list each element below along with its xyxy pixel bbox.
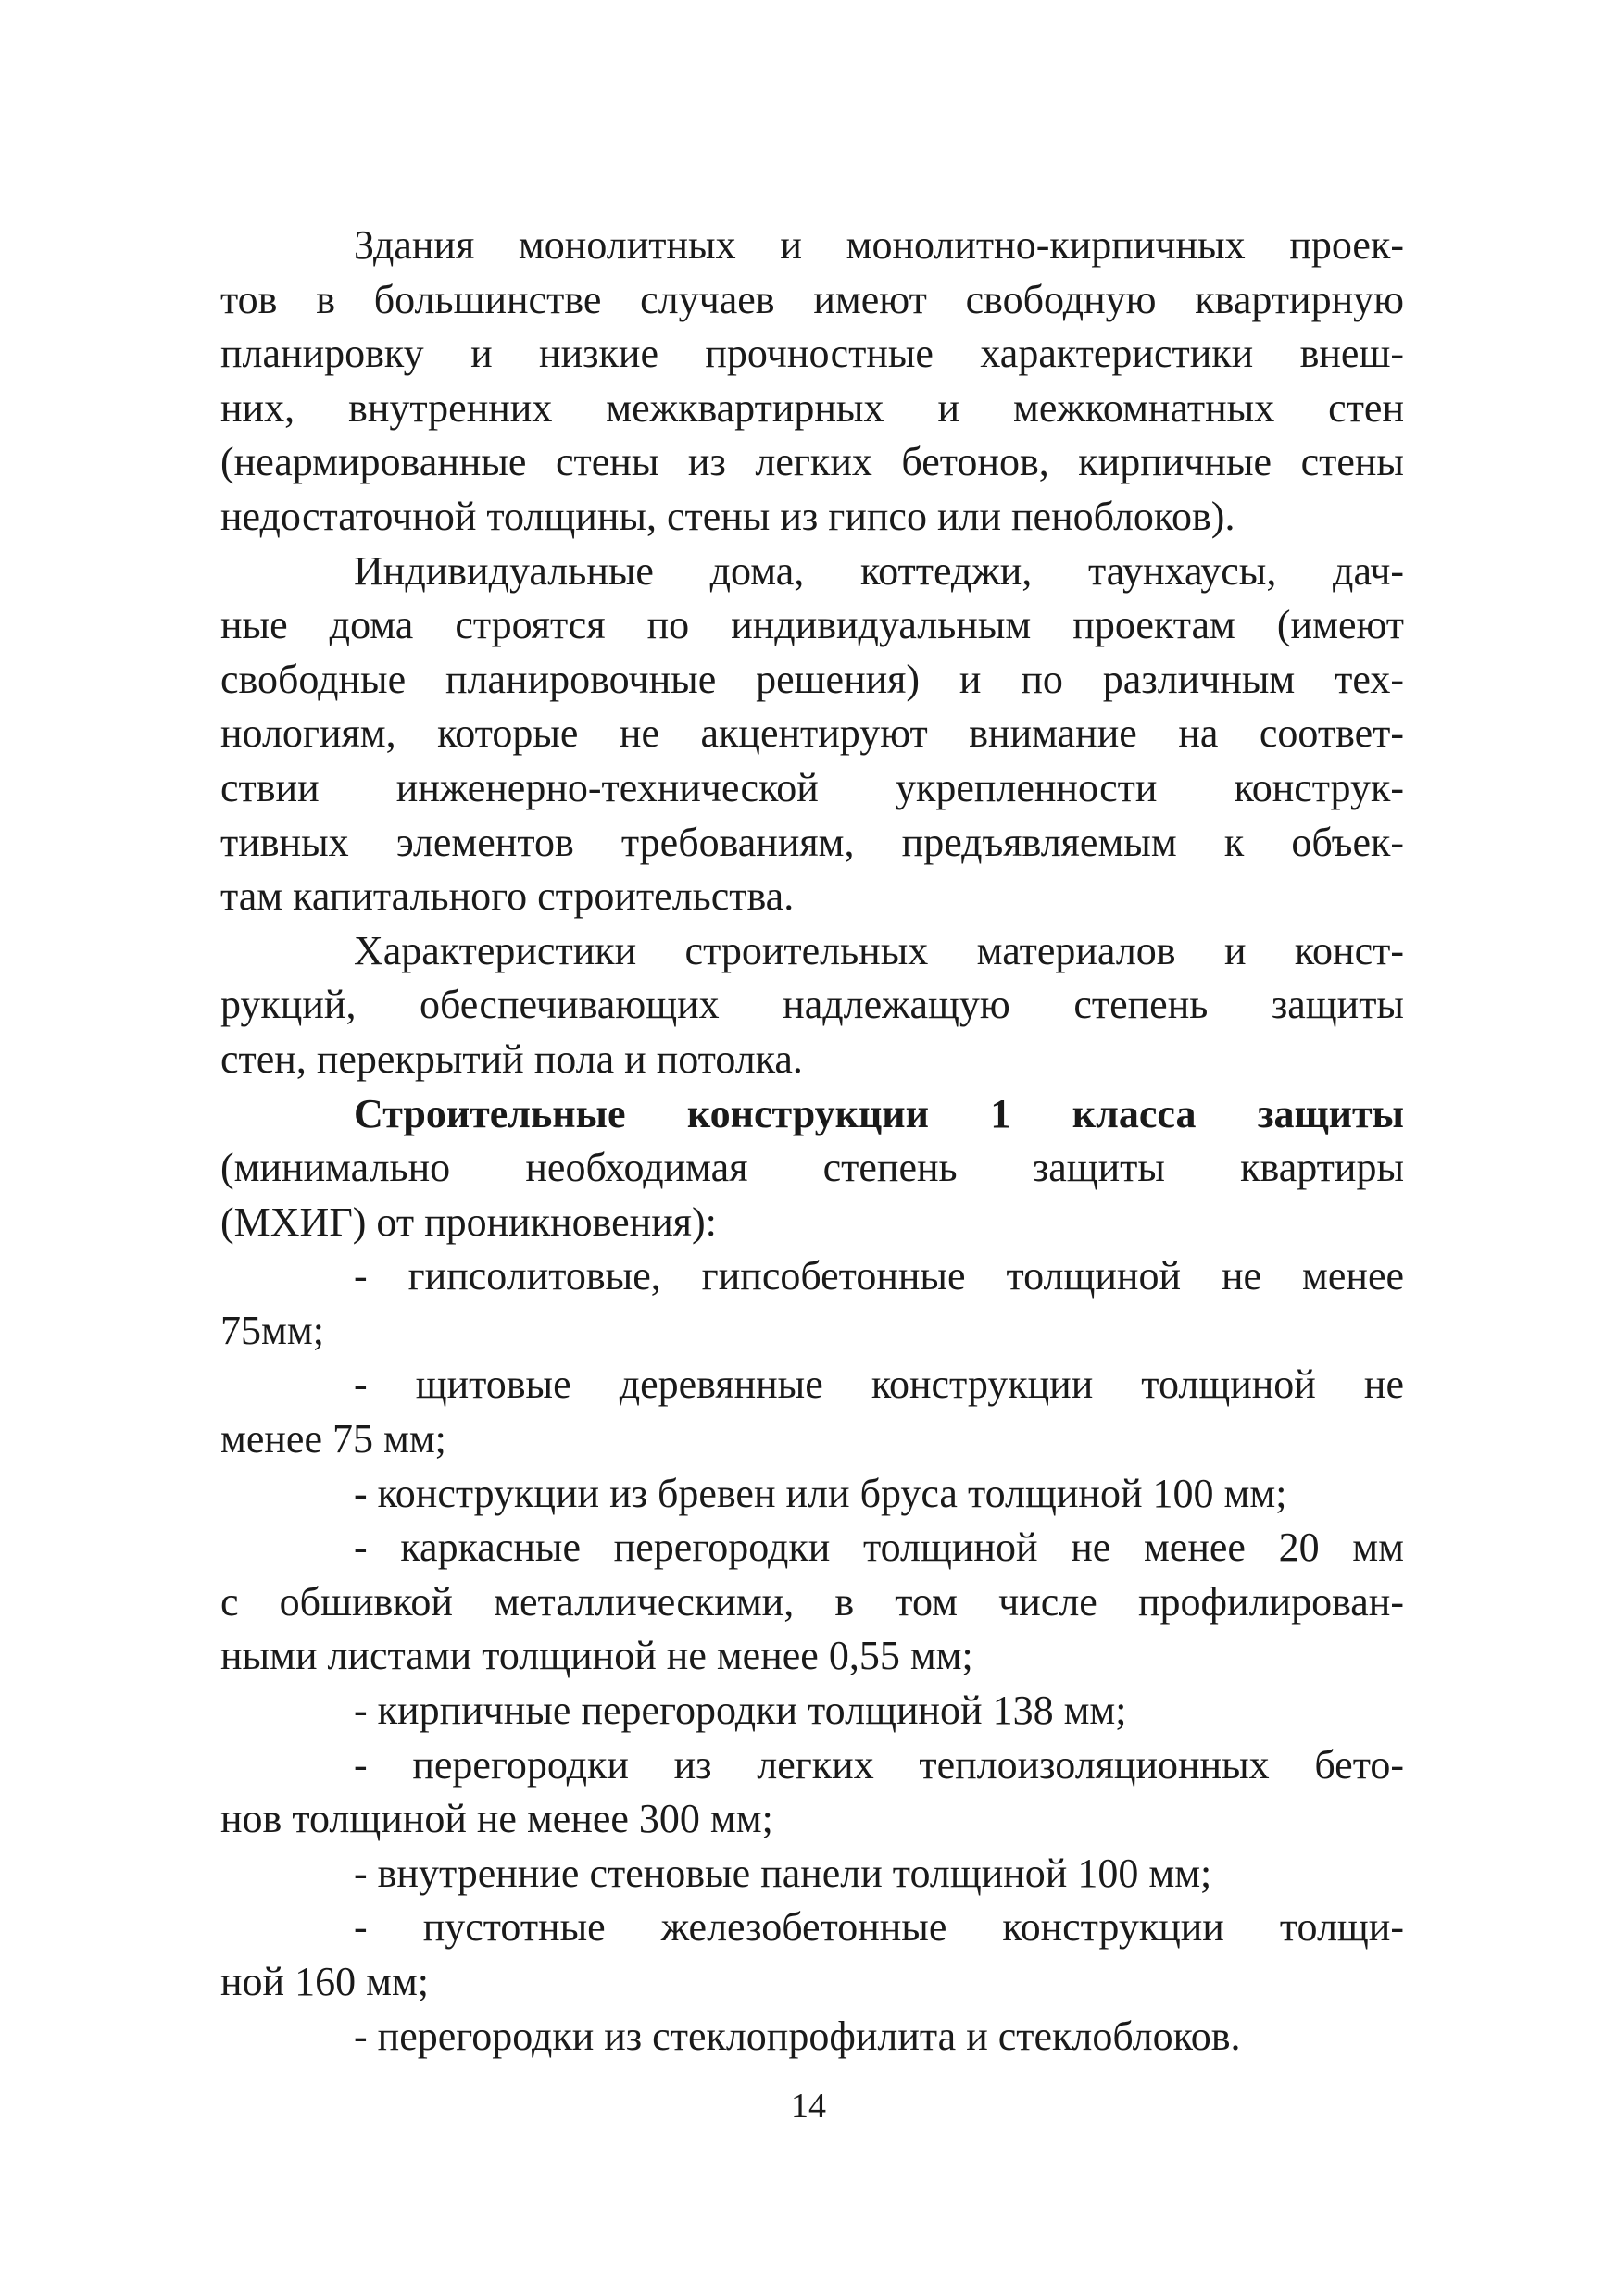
list-item — [220, 2010, 1404, 2064]
list-item — [220, 1684, 1404, 1738]
list-item — [220, 1249, 1404, 1358]
text-line: - пустотные железобетонные конструкции толщи- — [354, 1904, 1404, 1951]
text-line: них, внутренних межквартирных и межкомнатных стен — [220, 384, 1404, 431]
text-line: менее 75 мм; — [220, 1416, 446, 1462]
paragraph — [220, 1087, 1404, 1250]
text-line: - каркасные перегородки толщиной не менее 20 мм — [354, 1524, 1404, 1571]
text-line: ные дома строятся по индивидуальным проектам (имеют — [220, 602, 1404, 648]
text-line: (минимально необходимая степень защиты квартиры — [220, 1145, 1404, 1191]
text-line: 75мм; — [220, 1307, 324, 1353]
text-line: Здания монолитных и монолитно-кирпичных проек- — [354, 222, 1404, 268]
text-line: свободные планировочные решения) и по различным тех- — [220, 656, 1404, 702]
text-line: - конструкции из бревен или бруса толщиной 100 мм; — [354, 1470, 1287, 1516]
list-item — [220, 1521, 1404, 1684]
page-number: 14 — [791, 2087, 826, 2126]
text-line: рукций, обеспечивающих надлежащую степень защиты — [220, 982, 1404, 1028]
text-line: ствии инженерно-технической укрепленности конструк- — [220, 764, 1404, 810]
text-line: ной 160 мм; — [220, 1959, 430, 2004]
list-item — [220, 1358, 1404, 1466]
paragraph — [220, 219, 1404, 545]
list-item — [220, 1738, 1404, 1847]
text-line: (МХИГ) от проникновения): — [220, 1198, 717, 1245]
protection-list — [220, 1249, 1404, 2064]
text-line: нов толщиной не менее 300 мм; — [220, 1796, 773, 1842]
text-line: - гипсолитовые, гипсобетонные толщиной не менее — [354, 1253, 1404, 1299]
paragraph — [220, 924, 1404, 1087]
text-line: - щитовые деревянные конструкции толщиной не — [354, 1361, 1404, 1408]
list-item — [220, 1901, 1404, 2009]
text-line: - перегородки из стеклопрофилита и стеклоблоков. — [354, 2013, 1241, 2059]
text-line: стен, перекрытий пола и потолка. — [220, 1035, 803, 1082]
text-line: тивных элементов требованиям, предъявляемым к объек- — [220, 819, 1404, 865]
text-line: Индивидуальные дома, коттеджи, таунхаусы, дач- — [354, 547, 1404, 594]
text-line: - внутренние стеновые панели толщиной 100 мм; — [354, 1850, 1212, 1896]
list-item — [220, 1847, 1404, 1901]
text-line: недостаточной толщины, стены из гипсо или пеноблоков). — [220, 493, 1235, 539]
text-line: - кирпичные перегородки толщиной 138 мм; — [354, 1687, 1127, 1734]
text-line: - перегородки из легких теплоизоляционных бето- — [354, 1741, 1404, 1788]
text-line: нологиям, которые не акцентируют внимание на соответ- — [220, 710, 1404, 757]
list-item — [220, 1467, 1404, 1522]
section-heading: Строительные конструкции 1 класса защиты — [354, 1090, 1404, 1136]
text-line: планировку и низкие прочностные характеристики внеш- — [220, 331, 1404, 377]
body-text — [220, 219, 1404, 2064]
text-line: с обшивкой металлическими, в том числе профилирован- — [220, 1578, 1404, 1625]
paragraph — [220, 545, 1404, 924]
text-line: Характеристики строительных материалов и конст- — [354, 927, 1404, 973]
text-line: тов в большинстве случаев имеют свободную квартирную — [220, 276, 1404, 322]
text-line: (неармированные стены из легких бетонов, кирпичные стены — [220, 439, 1404, 485]
text-line: ными листами толщиной не менее 0,55 мм; — [220, 1633, 973, 1679]
text-line: там капитального строительства. — [220, 873, 795, 920]
